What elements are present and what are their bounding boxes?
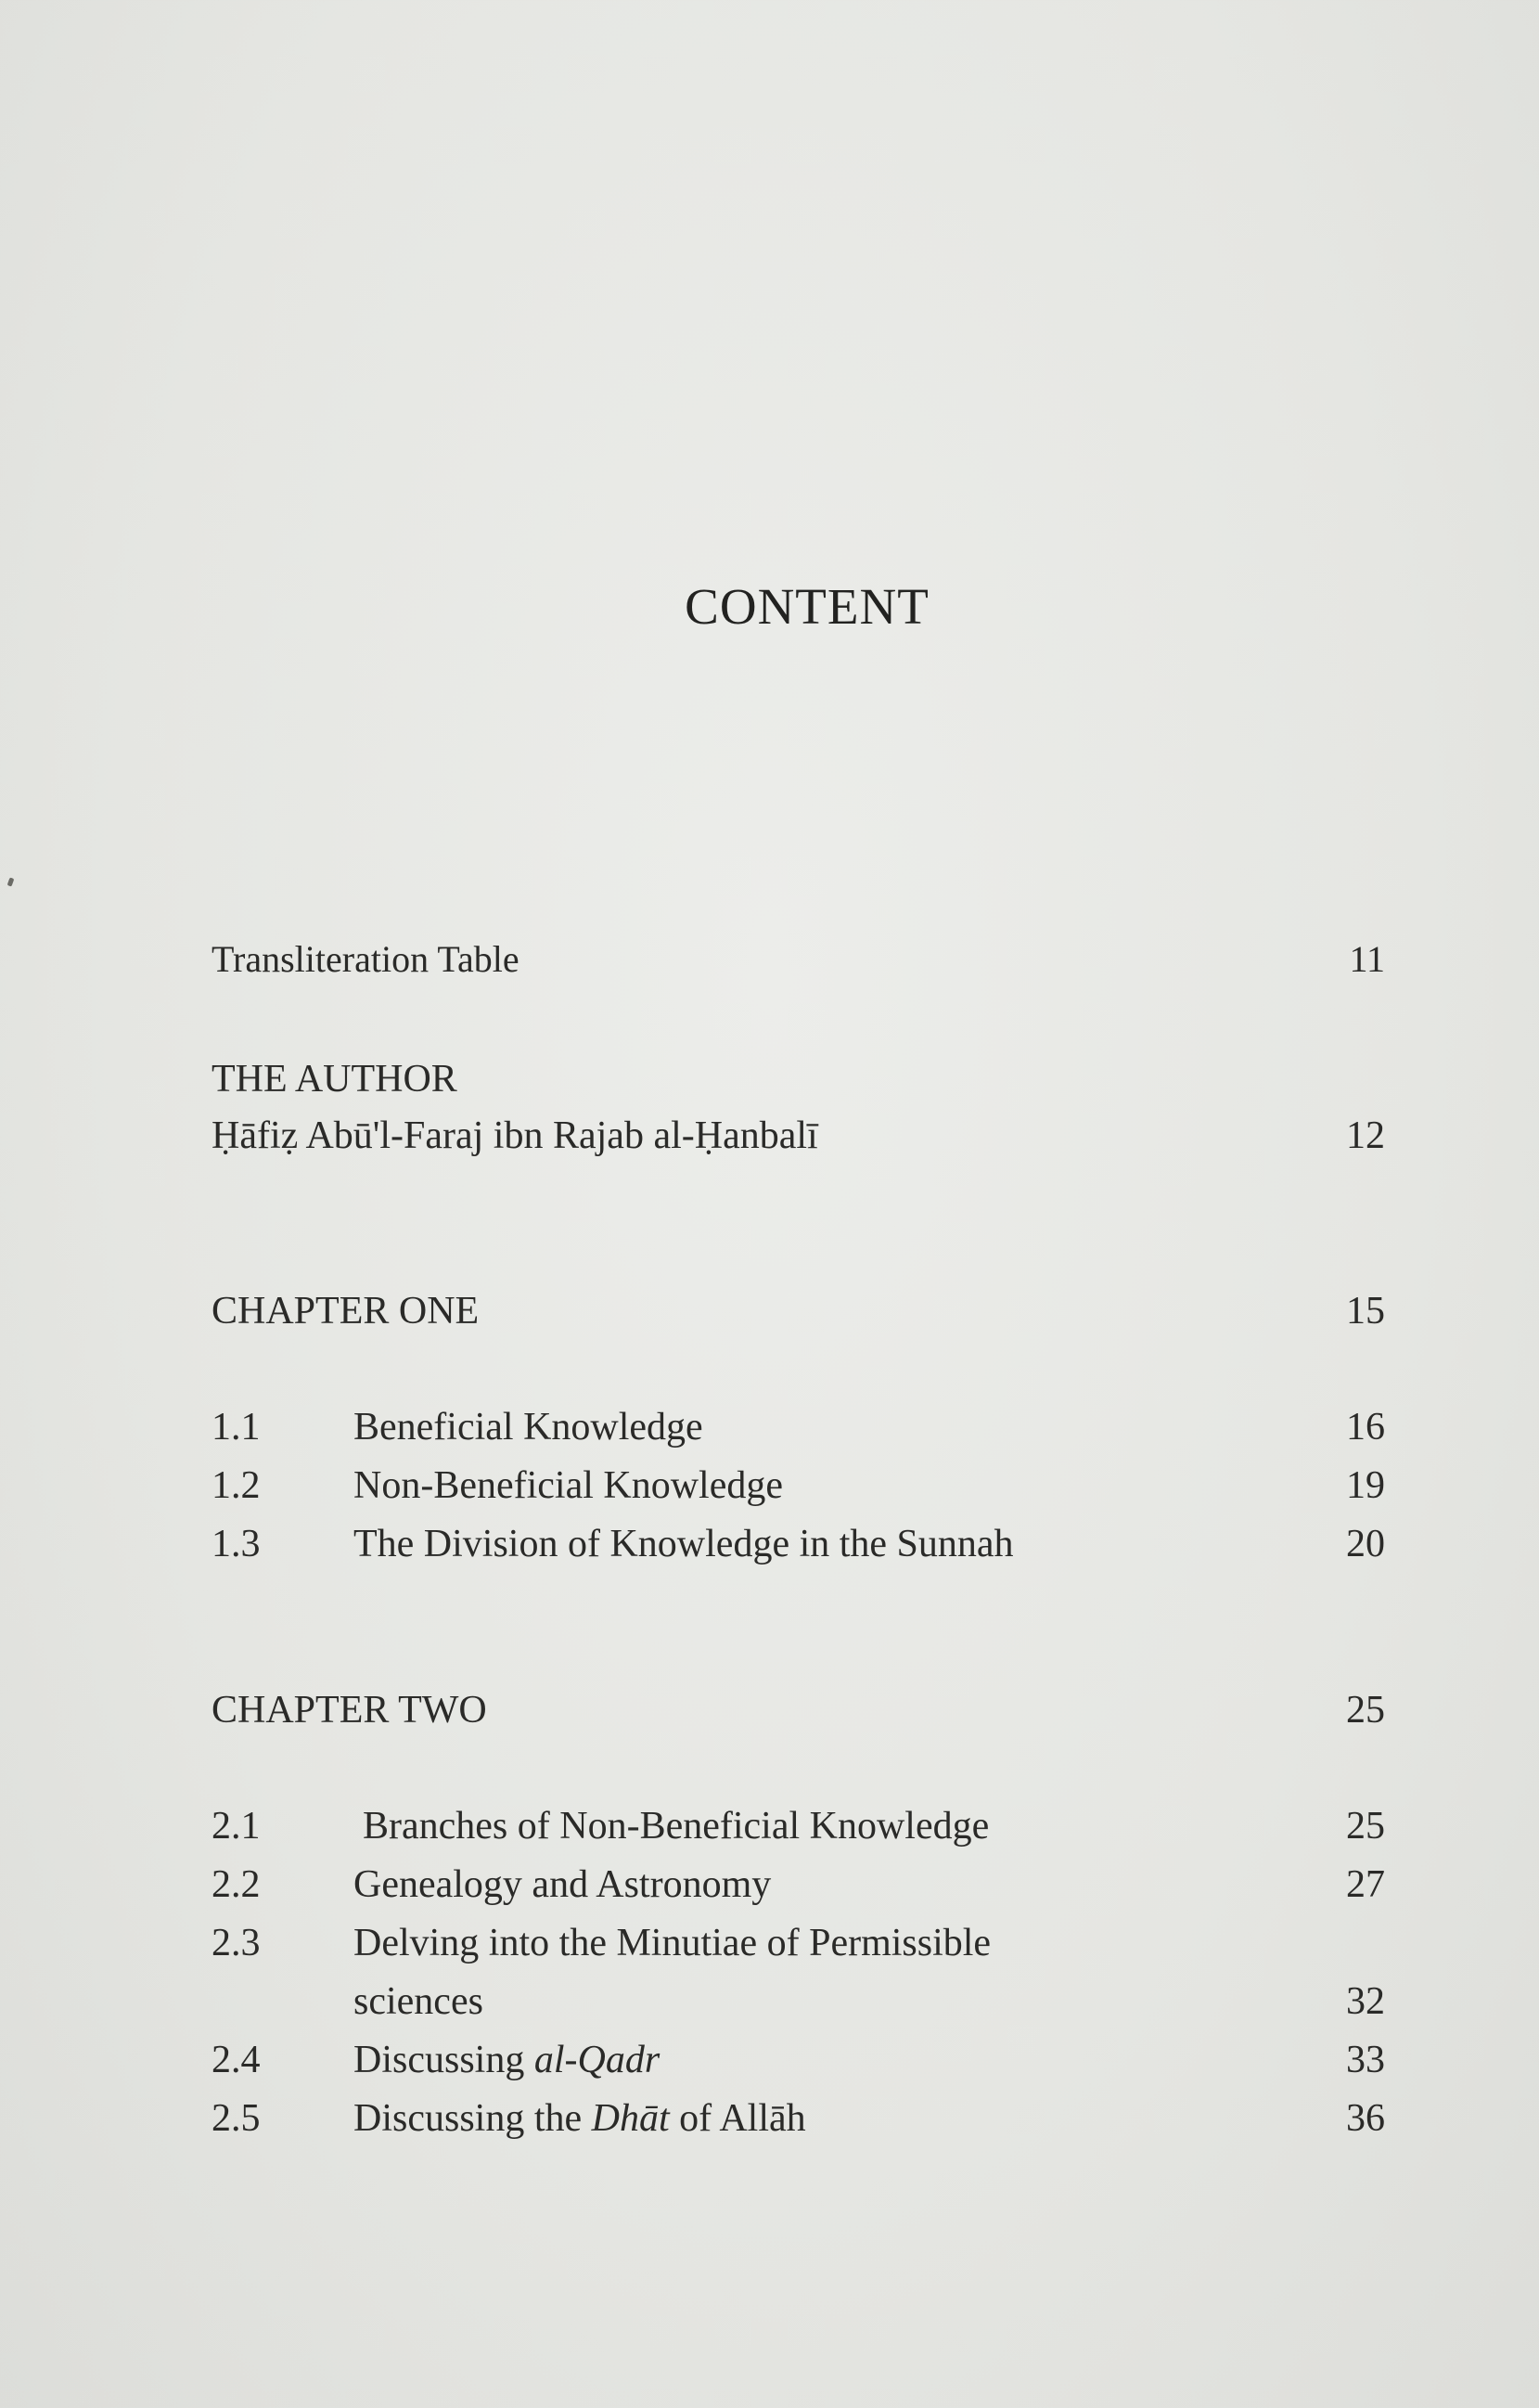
toc-entry-label: Non-Beneficial Knowledge bbox=[353, 1464, 784, 1507]
toc-entry-label: Beneficial Knowledge bbox=[353, 1406, 703, 1449]
toc-section-number: 2.5 bbox=[212, 2097, 261, 2140]
toc-page-number: 16 bbox=[1346, 1406, 1385, 1449]
toc-entry-label bbox=[353, 2032, 660, 2088]
toc-heading-label: THE AUTHOR bbox=[212, 1058, 457, 1101]
toc-heading-author bbox=[212, 1051, 1385, 1107]
toc-section-number: 1.1 bbox=[212, 1406, 261, 1449]
toc-entry-2-5[interactable] bbox=[212, 2091, 1385, 2146]
toc-entry-label bbox=[353, 2091, 806, 2146]
toc-page-number: 15 bbox=[1346, 1290, 1385, 1333]
toc-page-number: 20 bbox=[1346, 1523, 1385, 1565]
toc-section-number: 2.2 bbox=[212, 1863, 261, 1906]
toc-entry-label-italic: al-Qadr bbox=[533, 2039, 660, 2081]
toc-section-number: 2.1 bbox=[212, 1805, 261, 1848]
toc-entry-label: The Division of Knowledge in the Sunnah bbox=[353, 1523, 1014, 1565]
toc-entry-label-text: Discussing bbox=[353, 2039, 534, 2081]
toc-page-number: 32 bbox=[1346, 1980, 1385, 2023]
toc-entry-1-1[interactable] bbox=[212, 1399, 1385, 1455]
toc-chapter-label: CHAPTER ONE bbox=[212, 1290, 480, 1333]
page-title: CONTENT bbox=[685, 578, 930, 635]
toc-chapter-label: CHAPTER TWO bbox=[212, 1689, 487, 1732]
toc-entry-2-1[interactable] bbox=[212, 1798, 1385, 1854]
toc-page-number: 25 bbox=[1346, 1805, 1385, 1848]
toc-entry-2-3-continued[interactable] bbox=[212, 1974, 1385, 2029]
toc-section-number: 1.2 bbox=[212, 1464, 261, 1507]
toc-section-number: 1.3 bbox=[212, 1523, 261, 1565]
toc-entry-transliteration[interactable] bbox=[212, 932, 1385, 987]
toc-entry-label: Branches of Non-Beneficial Knowledge bbox=[363, 1805, 990, 1848]
toc-page-number: 33 bbox=[1346, 2039, 1385, 2081]
toc-entry-2-4[interactable] bbox=[212, 2032, 1385, 2088]
toc-page-number: 25 bbox=[1346, 1689, 1385, 1732]
toc-entry-label: Ḥāfiẓ Abū'l-Faraj ibn Rajab al-Ḥanbalī bbox=[212, 1114, 818, 1157]
toc-entry-label: Genealogy and Astronomy bbox=[353, 1863, 772, 1906]
toc-page-number: 12 bbox=[1346, 1114, 1385, 1157]
toc-entry-label: Transliteration Table bbox=[212, 938, 519, 980]
toc-page-number: 11 bbox=[1349, 938, 1385, 980]
toc-entry-label-text: Discussing the bbox=[353, 2097, 592, 2140]
toc-entry-chapter-one[interactable] bbox=[212, 1283, 1385, 1339]
toc-page-number: 19 bbox=[1346, 1464, 1385, 1507]
toc-page-number: 27 bbox=[1346, 1863, 1385, 1906]
toc-entry-chapter-two[interactable] bbox=[212, 1682, 1385, 1738]
toc-entry-label: Delving into the Minutiae of Permissible bbox=[353, 1922, 992, 1964]
toc-section-number: 2.4 bbox=[212, 2039, 261, 2081]
toc-entry-author[interactable] bbox=[212, 1108, 1385, 1164]
toc-entry-1-3[interactable] bbox=[212, 1516, 1385, 1572]
toc-section-number: 2.3 bbox=[212, 1922, 261, 1964]
toc-entry-2-3[interactable] bbox=[212, 1915, 1385, 1971]
toc-entry-1-2[interactable] bbox=[212, 1458, 1385, 1513]
toc-entry-label-text: of Allāh bbox=[669, 2097, 806, 2140]
toc-entry-label-continued: sciences bbox=[353, 1980, 483, 2023]
toc-entry-2-2[interactable] bbox=[212, 1857, 1385, 1912]
toc-entry-label-italic: Dhāt bbox=[591, 2097, 670, 2140]
toc-page-number: 36 bbox=[1346, 2097, 1385, 2140]
ink-speck bbox=[7, 877, 15, 886]
